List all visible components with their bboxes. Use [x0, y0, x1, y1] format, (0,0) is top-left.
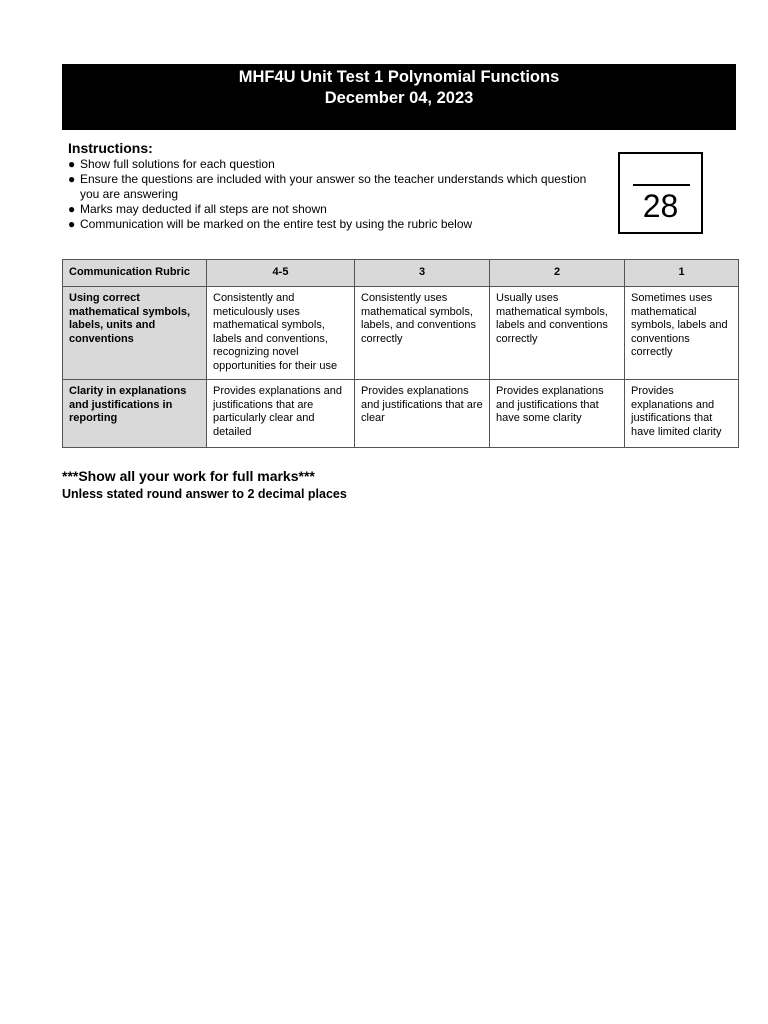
- instruction-item: [68, 202, 588, 217]
- rubric-cell: Usually uses mathematical symbols, labels and conventions correctly: [490, 287, 625, 380]
- table-row: [63, 380, 739, 448]
- instruction-item: [68, 157, 588, 172]
- communication-rubric-table: [62, 259, 739, 448]
- rubric-criterion: Clarity in explanations and justifications in reporting: [63, 380, 207, 448]
- rubric-cell: Provides explanations and justifications that are particularly clear and detailed: [207, 380, 355, 448]
- rubric-header-row: [63, 260, 739, 287]
- bullet-icon: ●: [68, 172, 76, 186]
- score-blank-line: [633, 184, 690, 186]
- rubric-cell: Provides explanations and justifications that have limited clarity: [625, 380, 739, 448]
- bullet-icon: ●: [68, 217, 76, 231]
- score-box: [618, 152, 703, 234]
- bullet-icon: ●: [68, 202, 76, 216]
- rubric-cell: Provides explanations and justifications that have some clarity: [490, 380, 625, 448]
- instruction-text: Ensure the questions are included with your answer so the teacher understands which question you are answering: [80, 172, 587, 201]
- instructions-section: [68, 140, 588, 232]
- rubric-cell: Provides explanations and justifications that are clear: [355, 380, 490, 448]
- instruction-text: Show full solutions for each question: [80, 157, 275, 171]
- rubric-cell: Sometimes uses mathematical symbols, labels and conventions correctly: [625, 287, 739, 380]
- rubric-header-level: 4-5: [207, 260, 355, 287]
- instructions-heading: Instructions:: [68, 140, 153, 156]
- rubric-cell: Consistently uses mathematical symbols, labels, and conventions correctly: [355, 287, 490, 380]
- bullet-icon: ●: [68, 157, 76, 171]
- rubric-criterion: Using correct mathematical symbols, labels, units and conventions: [63, 287, 207, 380]
- rubric-header-level: 3: [355, 260, 490, 287]
- title-banner: [62, 64, 736, 130]
- rubric-header-level: 2: [490, 260, 625, 287]
- test-date: December 04, 2023: [324, 89, 474, 107]
- show-work-note: ***Show all your work for full marks***: [62, 468, 315, 484]
- instruction-item: [68, 172, 588, 202]
- test-title: MHF4U Unit Test 1 Polynomial Functions: [238, 68, 560, 86]
- score-total: 28: [642, 188, 679, 224]
- rounding-note: Unless stated round answer to 2 decimal places: [62, 487, 347, 501]
- instruction-text: Marks may deducted if all steps are not shown: [80, 202, 327, 216]
- instruction-text: Communication will be marked on the entire test by using the rubric below: [80, 217, 473, 231]
- rubric-cell: Consistently and meticulously uses mathematical symbols, labels and conventions, recognizing novel opportunities for their use: [207, 287, 355, 380]
- rubric-header-level: 1: [625, 260, 739, 287]
- table-row: [63, 287, 739, 380]
- instruction-item: [68, 217, 588, 232]
- instructions-list: [68, 157, 588, 232]
- rubric-header-criterion: Communication Rubric: [63, 260, 207, 287]
